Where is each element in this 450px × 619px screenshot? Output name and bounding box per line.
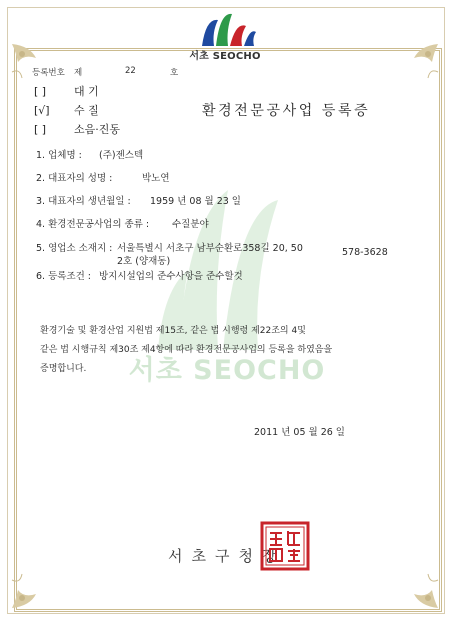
seocho-logo	[180, 8, 270, 60]
issuer-name: 서초구청장	[168, 547, 286, 565]
category-air	[34, 83, 99, 99]
seocho-logo-mark-icon	[180, 8, 270, 48]
field-label: 2. 대표자의 성명 :	[36, 173, 113, 184]
document-title: 환경전문공사업 등록증	[202, 103, 371, 119]
category-water	[34, 102, 99, 118]
field-value: (주)젠스텍	[99, 150, 144, 161]
field-label: 5. 영업소 소재지 :	[36, 243, 113, 254]
corner-ornament-bottom-right	[400, 570, 440, 610]
field-value: 수질분야	[172, 219, 209, 230]
corner-ornament-top-right	[400, 42, 440, 82]
category-checkbox: [ ]	[34, 85, 47, 98]
category-label: 소음·진동	[74, 123, 121, 136]
field-label: 4. 환경전문공사업의 종류 :	[36, 219, 150, 230]
field-phone: 578-3628	[342, 247, 388, 258]
statement-line: 같은 법 시행규칙 제30조 제4항에 따라 환경전문공사업의 등록을 하였음을	[40, 345, 333, 355]
registration-label: 등록번호	[32, 68, 65, 78]
statement-line: 증명합니다.	[40, 364, 87, 374]
issue-date: 2011 년 05 월 26 일	[254, 427, 345, 438]
category-label: 대 기	[74, 85, 99, 98]
field-value: 서울특별시 서초구 남부순환로358길 20, 50	[117, 243, 303, 254]
watermark-text: 서초 SEOCHO	[128, 355, 326, 386]
field-value: 박노연	[142, 173, 170, 184]
registration-prefix: 제	[74, 68, 83, 78]
corner-ornament-bottom-left	[10, 570, 50, 610]
field-label: 3. 대표자의 생년월일 :	[36, 196, 131, 207]
logo-text: 서초 SEOCHO	[189, 51, 261, 62]
category-noise	[34, 121, 120, 137]
category-label: 수 질	[74, 104, 99, 117]
category-checkbox: [√]	[34, 104, 50, 117]
field-label: 6. 등록조건 :	[36, 271, 92, 282]
field-value: 방지시설업의 준수사항을 준수할것	[99, 271, 243, 282]
field-value: 1959 년 08 월 23 일	[150, 196, 241, 207]
field-value-line2: 2호 (양재동)	[117, 256, 171, 267]
official-seal-stamp	[260, 521, 310, 571]
registration-suffix: 호	[170, 68, 179, 78]
registration-value: 22	[125, 66, 136, 76]
field-label: 1. 업체명 :	[36, 150, 82, 161]
category-checkbox: [ ]	[34, 123, 47, 136]
statement-line: 환경기술 및 환경산업 지원법 제15조, 같은 법 시행령 제22조의 4및	[40, 326, 306, 336]
